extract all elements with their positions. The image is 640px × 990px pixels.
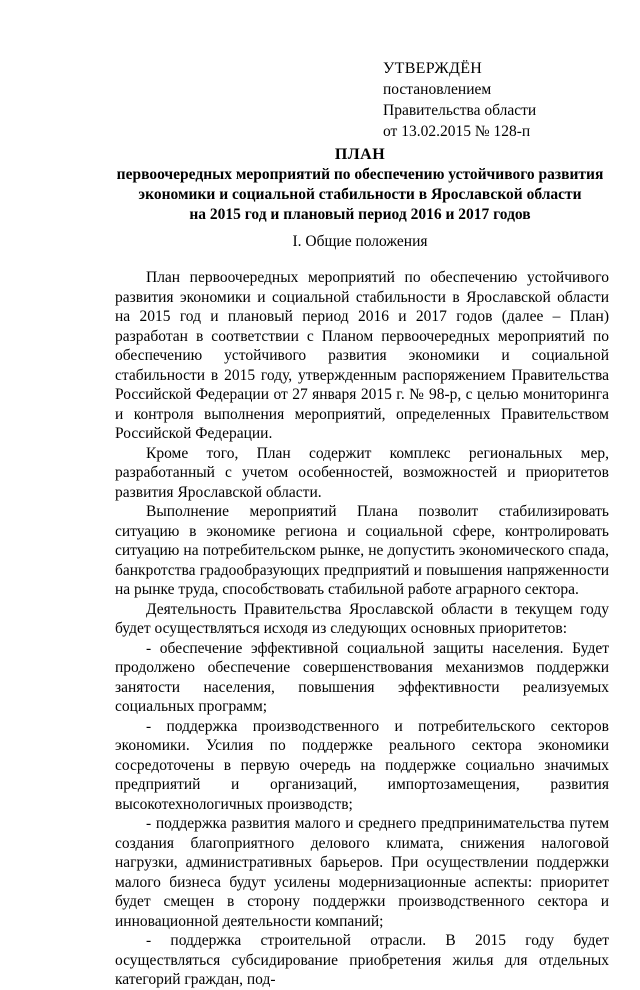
document-body [115, 268, 609, 990]
paragraph: - поддержка производственного и потребительского секторов экономики. Усилия по поддержке реального сектора экономики сосредоточены в первую очередь на поддержке социально значимых предприятий и организаций, импортозамещения, развития высокотехнологичных производств; [115, 717, 609, 813]
paragraph: Кроме того, План содержит комплекс региональных мер, разработанный с учетом особенностей, возможностей и приоритетов развития Ярославской области. [115, 444, 609, 501]
approval-line: Правительства области [383, 102, 537, 119]
plan-subtitle-line: на 2015 год и плановый период 2016 и 2017 годов [189, 206, 531, 223]
plan-subtitle-line: экономики и социальной стабильности в Ярославской области [138, 186, 582, 203]
approval-line: от 13.02.2015 № 128-п [383, 123, 531, 140]
approval-line: постановлением [383, 81, 492, 98]
paragraph: - поддержка развития малого и среднего предпринимательства путем создания благоприятного делового климата, снижения налоговой нагрузки, административных барьеров. При осуществлении поддержки малого бизнеса будут усилены модернизационные аспекты: приоритет будет смещен в сторону поддержки производственного сектора и инновационной деятельности компаний; [115, 815, 609, 930]
paragraph: Деятельность Правительства Ярославской области в текущем году будет осуществляться исходя из следующих основных приоритетов: [115, 600, 609, 637]
paragraph: План первоочередных мероприятий по обеспечению устойчивого развития экономики и социальной стабильности в Ярославской области на 2015 год и плановый период 2016 и 2017 годов (далее – План) разработан в соответствии с Планом первоочередных мероприятий по обеспечению устойчивого развития экономики и социальной стабильности в 2015 году, утвержденным распоряжением Правительства Российской Федерации от 27 января 2015 г. № 98-р, с целью мониторинга и контроля выполнения мероприятий, определенных Правительством Российской Федерации. [115, 269, 609, 442]
plan-subtitle-line: первоочередных мероприятий по обеспечению устойчивого развития [116, 166, 604, 183]
plan-heading [90, 145, 630, 225]
paragraph: Выполнение мероприятий Плана позволит стабилизировать ситуацию в экономике региона и социальной сфере, контролировать ситуацию на потребительском рынке, не допустить экономического спада, банкротства градообразующих предприятий и повышения напряженности на рынке труда, способствовать стабильной работе аграрного сектора. [115, 503, 609, 598]
approval-title: УТВЕРЖДЁН [383, 60, 483, 77]
paragraph: - обеспечение эффективной социальной защиты населения. Будет продолжено обеспечение совершенствования механизмов поддержки занятости населения, повышения эффективности реализуемых социальных программ; [115, 639, 609, 715]
approval-stamp [383, 58, 623, 142]
paragraph: - поддержка строительной отрасли. В 2015 году будет осуществляться субсидирование приобретения жилья для отдельных категорий граждан, под- [115, 932, 609, 988]
plan-title: ПЛАН [334, 146, 386, 163]
section-title: I. Общие положения [292, 233, 428, 250]
